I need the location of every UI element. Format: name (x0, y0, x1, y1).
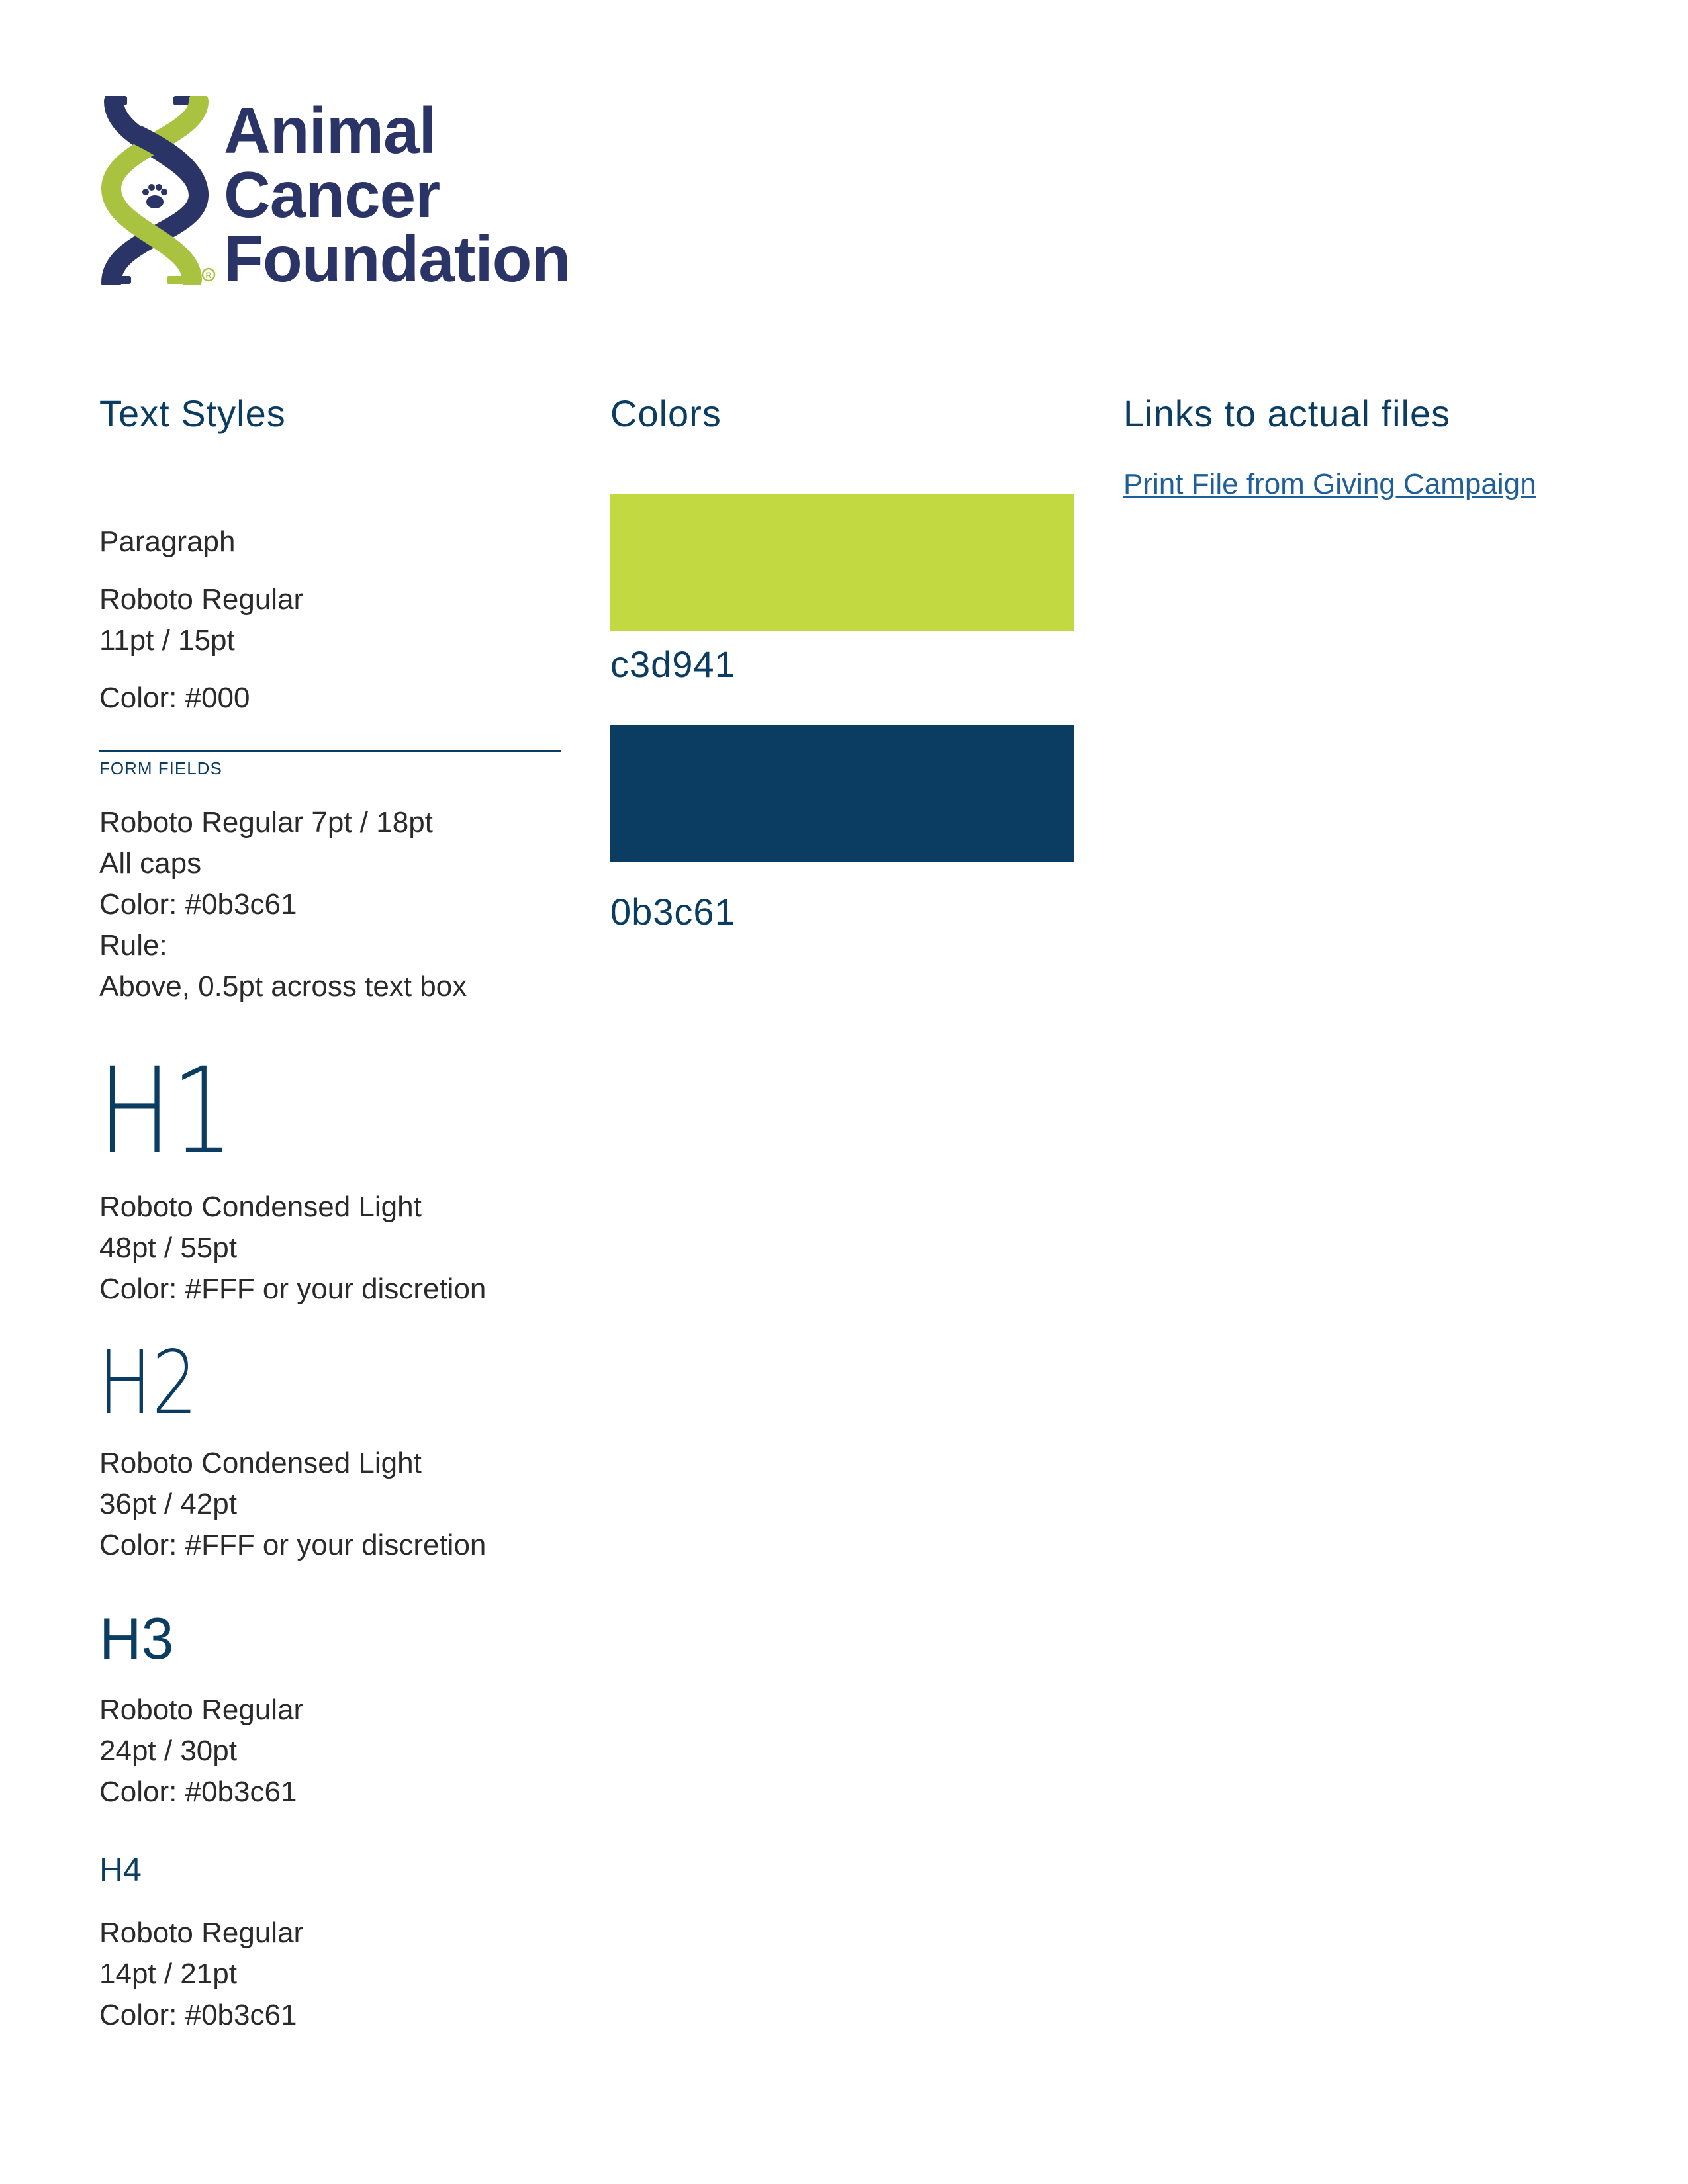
h3-sample: H3 (99, 1606, 174, 1671)
form-fields-line-3: Color: #0b3c61 (99, 888, 297, 921)
h2-font: Roboto Condensed Light (99, 1447, 422, 1479)
h1-sample: H1 (98, 1042, 234, 1181)
color-swatch-navy-label: 0b3c61 (610, 891, 736, 933)
text-styles-heading: Text Styles (99, 392, 286, 434)
h3-font: Roboto Regular (99, 1694, 304, 1726)
h4-color: Color: #0b3c61 (99, 1999, 297, 2031)
color-swatch-green-label: c3d941 (610, 643, 736, 685)
form-fields-rule (99, 750, 561, 752)
form-fields-line-2: All caps (99, 847, 202, 880)
h4-font: Roboto Regular (99, 1917, 304, 1949)
h1-font: Roboto Condensed Light (99, 1191, 422, 1223)
h4-sample: H4 (99, 1851, 142, 1888)
colors-heading: Colors (610, 392, 722, 434)
h4-size: 14pt / 21pt (99, 1958, 237, 1990)
paragraph-color: Color: #000 (99, 682, 250, 714)
color-swatch-green (610, 494, 1074, 631)
form-fields-line-5: Above, 0.5pt across text box (99, 970, 467, 1003)
form-fields-line-4: Rule: (99, 929, 167, 962)
print-file-link[interactable]: Print File from Giving Campaign (1123, 468, 1536, 500)
h2-sample: H2 (98, 1332, 198, 1434)
links-heading: Links to actual files (1123, 392, 1451, 434)
logo-dna-paw-icon (99, 96, 218, 285)
paragraph-label: Paragraph (99, 525, 236, 558)
form-fields-label: FORM FIELDS (99, 758, 222, 778)
paragraph-size: 11pt / 15pt (99, 624, 235, 657)
h2-size: 36pt / 42pt (99, 1488, 237, 1520)
svg-text:R: R (205, 271, 212, 280)
h3-color: Color: #0b3c61 (99, 1776, 297, 1808)
logo-wordmark-line-1: Animal (224, 94, 436, 167)
color-swatch-navy (610, 725, 1074, 862)
logo-wordmark-line-3: Foundation (224, 222, 571, 295)
paragraph-font: Roboto Regular (99, 583, 304, 615)
logo-wordmark-line-2: Cancer (224, 158, 440, 231)
h1-size: 48pt / 55pt (99, 1232, 237, 1264)
h1-color: Color: #FFF or your discretion (99, 1273, 487, 1305)
form-fields-line-1: Roboto Regular 7pt / 18pt (99, 806, 433, 839)
h3-size: 24pt / 30pt (99, 1735, 237, 1767)
h2-color: Color: #FFF or your discretion (99, 1529, 487, 1561)
